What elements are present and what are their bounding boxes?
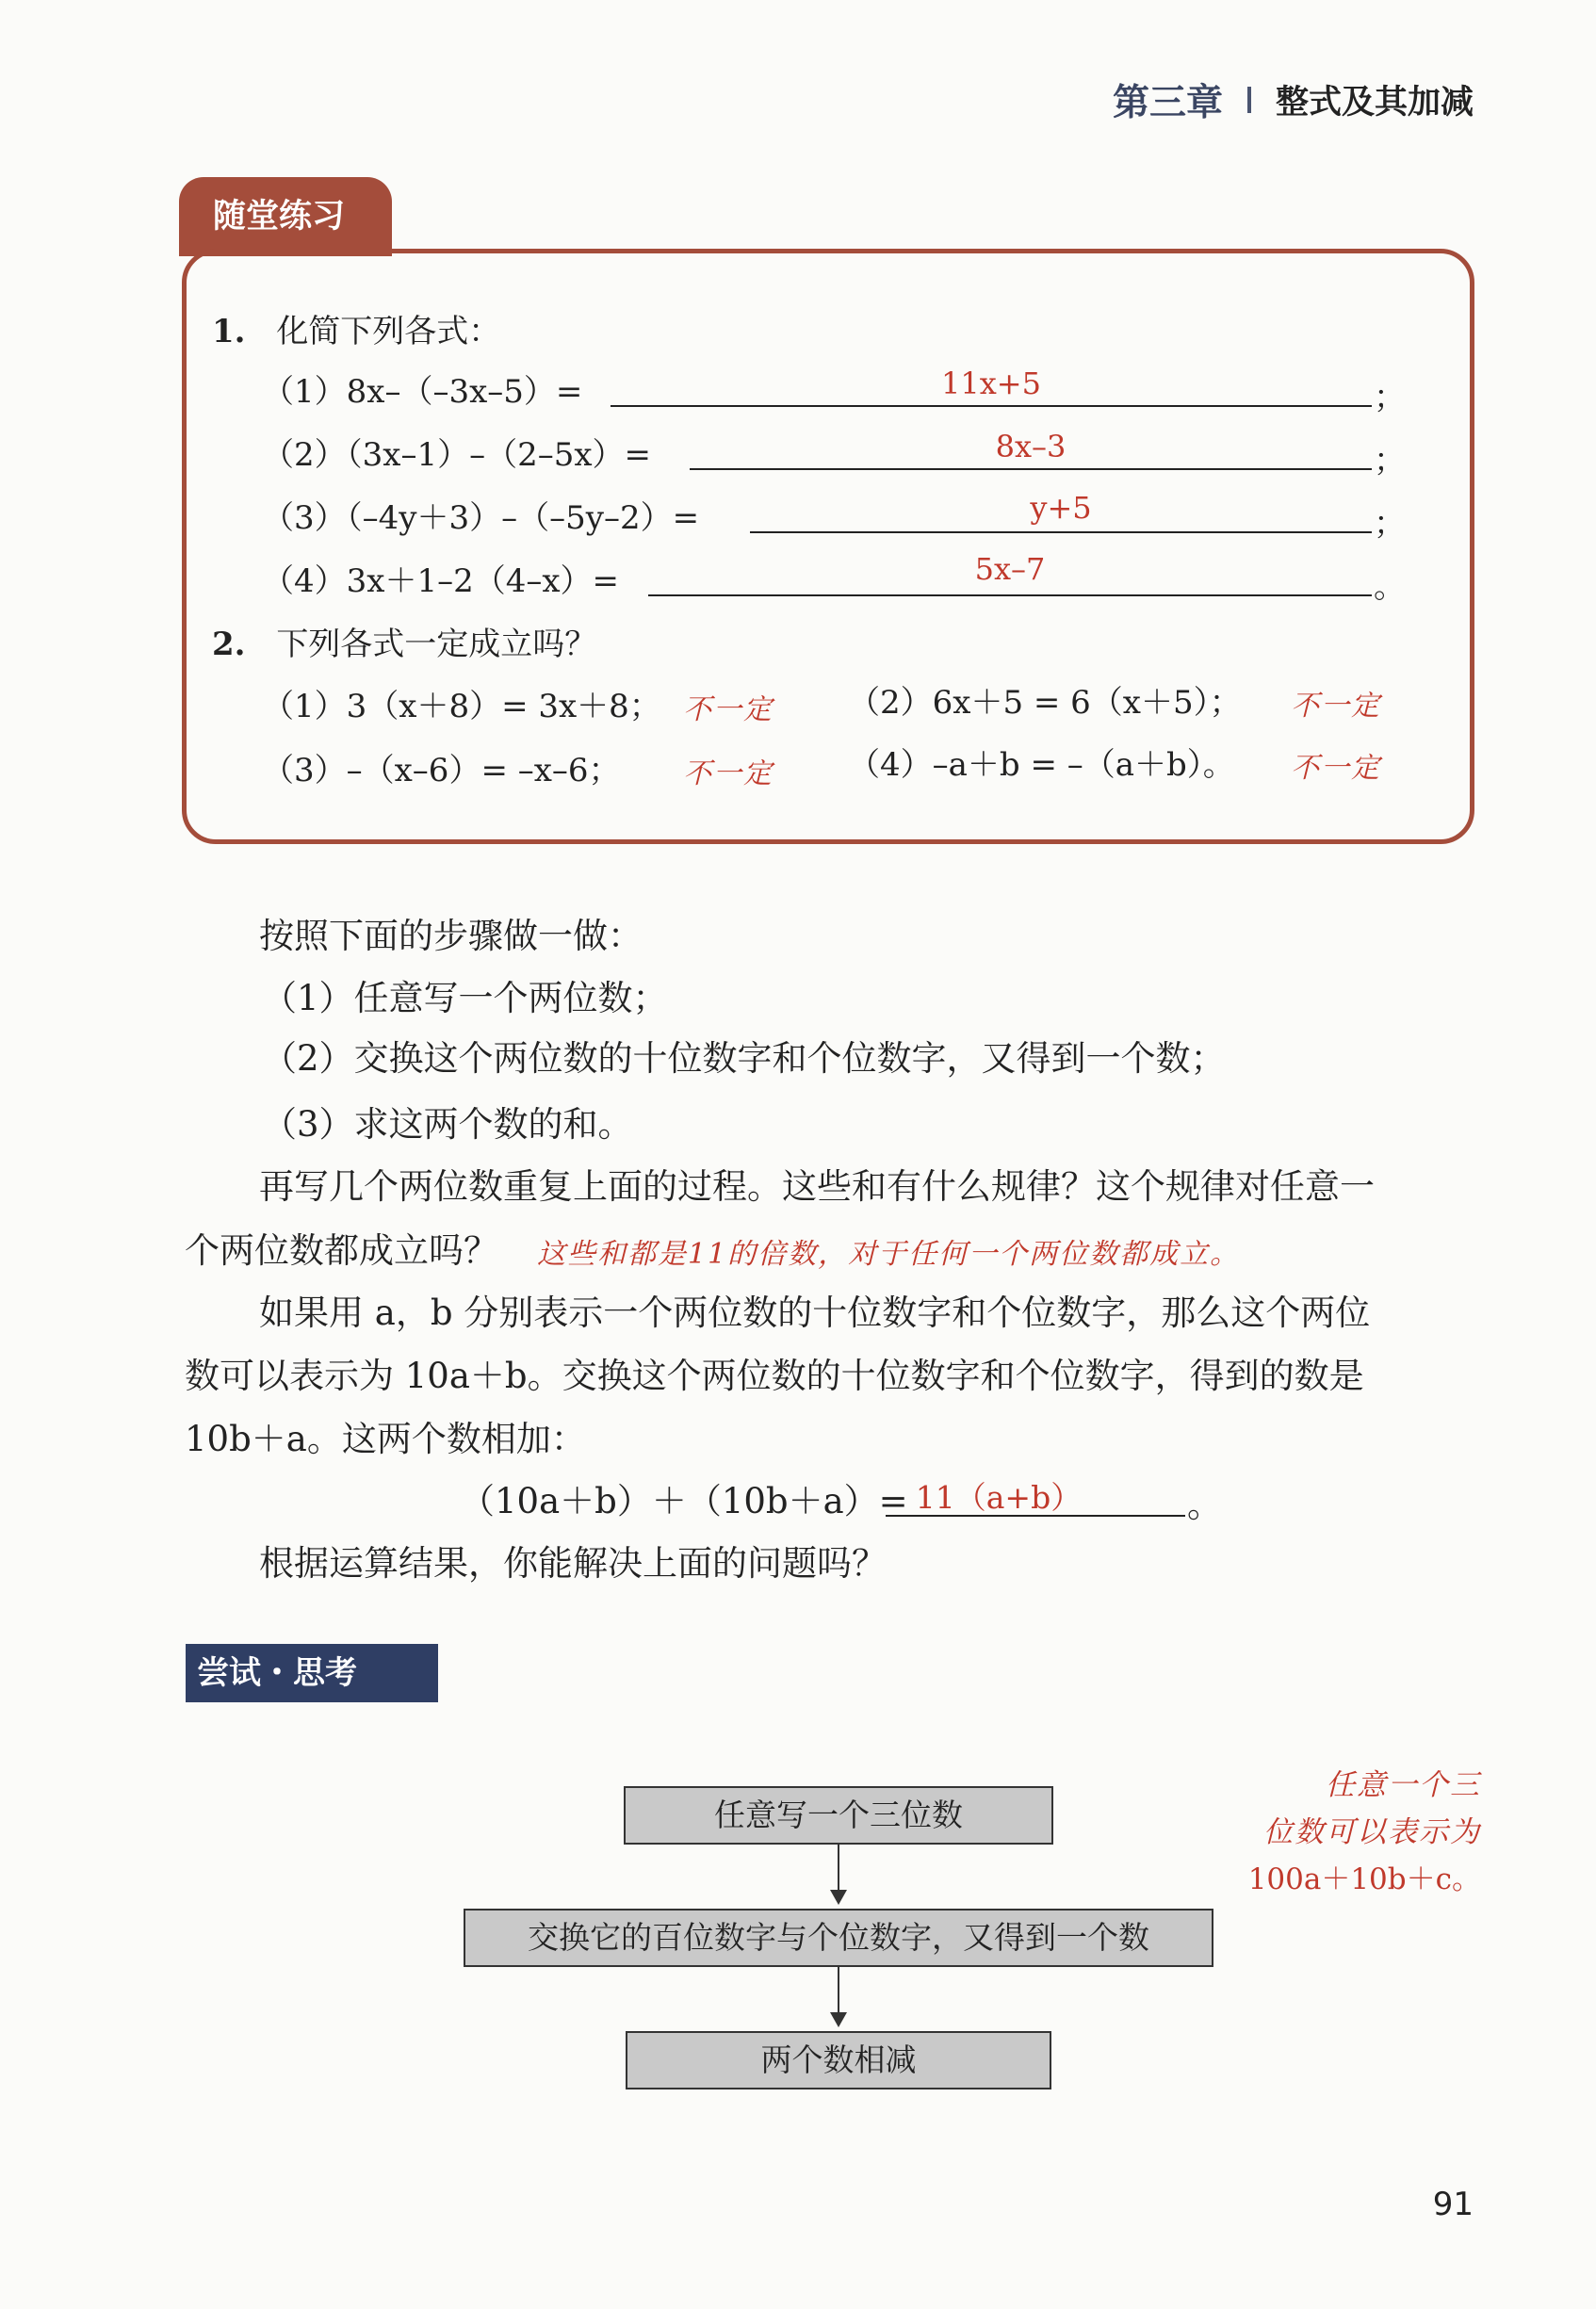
flow-arrow <box>838 1845 839 1892</box>
answer-line <box>690 468 1372 470</box>
arrow-head-icon <box>830 1890 847 1905</box>
paragraph-1-line-1: 再写几个两位数重复上面的过程。这些和有什么规律？这个规律对任意一 <box>259 1166 1375 1207</box>
question-1 <box>212 311 500 352</box>
side-note-line-1: 任意一个三 <box>1326 1768 1481 1802</box>
punctuation: 。 <box>1374 568 1406 606</box>
arrow-head-icon <box>830 2012 847 2027</box>
practice-tab: 随堂练习 <box>179 177 392 256</box>
side-note-line-2: 位数可以表示为 <box>1263 1815 1481 1849</box>
paragraph-2-line-2: 数可以表示为 10a＋b。交换这个两位数的十位数字和个位数字，得到的数是 <box>185 1356 1364 1396</box>
q1-item-1-expr: （1）8x–（–3x–5）= <box>262 373 583 411</box>
question-2 <box>212 624 596 665</box>
question-text: 化简下列各式： <box>276 313 501 350</box>
question-number: 1. <box>212 313 246 350</box>
q2-item-4-expr: （4）–a＋b = –（a＋b）。 <box>848 746 1235 784</box>
paragraph-1-line-2: 个两位数都成立吗？ <box>185 1230 498 1271</box>
header-divider <box>1247 87 1251 113</box>
equation: （10a＋b）＋（10b＋a）= <box>460 1481 908 1521</box>
punctuation: ； <box>1374 505 1406 543</box>
flow-step-2: 交换它的百位数字与个位数字，又得到一个数 <box>464 1909 1213 1967</box>
q2-item-1-answer: 不一定 <box>683 693 774 726</box>
activity-step-1: （1）任意写一个两位数； <box>262 978 668 1018</box>
chapter-label: 第三章 <box>1112 82 1223 124</box>
activity-step-2: （2）交换这个两位数的十位数字和个位数字，又得到一个数； <box>262 1038 1226 1079</box>
question-text: 下列各式一定成立吗？ <box>276 626 597 663</box>
q2-item-3-answer: 不一定 <box>683 757 774 790</box>
answer-line <box>750 531 1372 533</box>
q1-item-1-answer: 11x+5 <box>941 366 1041 401</box>
answer-line <box>648 594 1372 596</box>
q1-item-4-expr: （4）3x＋1–2（4–x）= <box>262 562 619 600</box>
q2-item-2-expr: （2）6x＋5 = 6（x＋5）； <box>848 684 1242 722</box>
q1-item-3-expr: （3）（–4y＋3）–（–5y–2）= <box>262 499 700 537</box>
page-number: 91 <box>1432 2186 1474 2223</box>
q2-item-3-expr: （3）–（x–6）= –x–6； <box>262 752 621 789</box>
flow-step-1: 任意写一个三位数 <box>624 1786 1053 1845</box>
flow-step-3: 两个数相减 <box>626 2031 1051 2089</box>
q1-item-3-answer: y+5 <box>1030 490 1092 526</box>
q2-item-1-expr: （1）3（x＋8）= 3x＋8； <box>262 688 661 725</box>
activity-intro: 按照下面的步骤做一做： <box>259 916 643 956</box>
equation-answer: 11（a+b） <box>915 1479 1083 1516</box>
side-note-line-3: 100a＋10b＋c。 <box>1247 1862 1481 1896</box>
q1-item-2-answer: 8x–3 <box>995 429 1067 464</box>
q2-item-2-answer: 不一定 <box>1291 690 1381 723</box>
punctuation: ； <box>1374 442 1406 480</box>
try-think-tab: 尝试・思考 <box>186 1644 438 1702</box>
question-number: 2. <box>212 626 246 663</box>
page-header <box>1113 73 1474 126</box>
side-note <box>1248 1762 1481 1903</box>
flow-arrow <box>838 1967 839 2014</box>
answer-line <box>611 405 1372 407</box>
paragraph-1-answer: 这些和都是11的倍数，对于任何一个两位数都成立。 <box>537 1238 1241 1271</box>
activity-step-3: （3）求这两个数的和。 <box>262 1104 633 1145</box>
punctuation: 。 <box>1187 1485 1222 1525</box>
paragraph-3: 根据运算结果，你能解决上面的问题吗？ <box>259 1543 887 1584</box>
paragraph-2-line-3: 10b＋a。这两个数相加： <box>185 1419 586 1459</box>
paragraph-2-line-1: 如果用 a，b 分别表示一个两位数的十位数字和个位数字，那么这个两位 <box>259 1293 1371 1333</box>
section-title: 整式及其加减 <box>1275 84 1474 122</box>
punctuation: ； <box>1374 379 1406 416</box>
q1-item-4-answer: 5x–7 <box>974 551 1046 587</box>
q2-item-4-answer: 不一定 <box>1291 752 1381 785</box>
q1-item-2-expr: （2）（3x–1）–（2–5x）= <box>262 436 651 474</box>
